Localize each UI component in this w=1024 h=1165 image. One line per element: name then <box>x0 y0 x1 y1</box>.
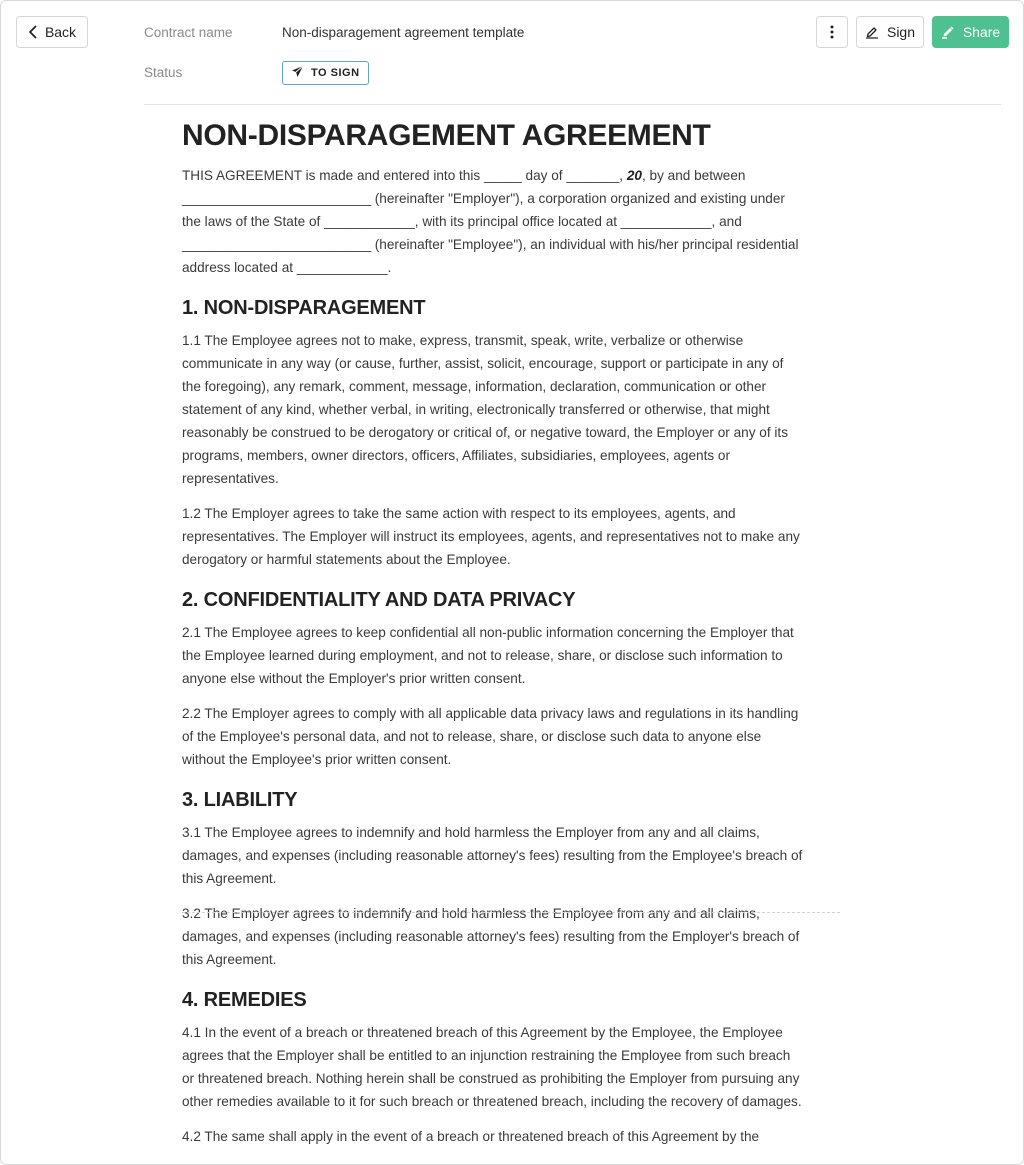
send-icon <box>291 65 304 81</box>
back-button[interactable] <box>16 16 88 48</box>
intro-text-before: THIS AGREEMENT is made and entered into this _____ day of _______, <box>182 168 624 183</box>
section-heading: 2. CONFIDENTIALITY AND DATA PRIVACY <box>182 589 576 611</box>
status-label: Status <box>144 65 183 80</box>
section-paragraph: 4.2 The same shall apply in the event of a breach or threatened breach of this Agreement by the <box>182 1129 760 1144</box>
back-label: Back <box>44 24 77 40</box>
more-options-button[interactable] <box>816 16 848 48</box>
status-badge <box>282 61 369 85</box>
more-vertical-icon <box>830 25 834 39</box>
header-divider <box>144 104 1001 105</box>
section-heading: 1. NON-DISPARAGEMENT <box>182 297 426 319</box>
intro-year: 20 <box>623 168 642 183</box>
contract-name-label: Contract name <box>144 25 233 40</box>
share-label: Share <box>962 24 1001 40</box>
section-paragraph: 2.1 The Employee agrees to keep confidential all non-public information concerning the Employer that the Employee learned during employment, and not to release, share, or disclose such information to anyone else without the Employer's prior written consent. <box>182 625 794 686</box>
share-button[interactable] <box>932 16 1009 48</box>
contract-name-value: Non-disparagement agreement template <box>282 25 525 40</box>
sign-button[interactable] <box>856 16 924 48</box>
section-paragraph: 4.1 In the event of a breach or threatened breach of this Agreement by the Employee, the Employee agrees that the Employer shall be entitled to an injunction restraining the Employee from such breach or threatened breach. Nothing herein shall be construed as prohibiting the Employer from pursuing any other remedies available to it for such breach or threatened breach, including the recovery of damages. <box>182 1025 802 1109</box>
section-heading: 4. REMEDIES <box>182 989 307 1011</box>
share-pen-icon <box>941 25 955 39</box>
section-paragraph: 3.1 The Employee agrees to indemnify and hold harmless the Employer from any and all claims, damages, and expenses (including reasonable attorney's fees) resulting from the Employee's breach of this Agreement. <box>182 825 803 886</box>
document-title: NON-DISPARAGEMENT AGREEMENT <box>182 119 711 152</box>
section-paragraph: 1.2 The Employer agrees to take the same action with respect to its employees, agents, and representatives. The Employer will instruct its employees, agents, and representatives not to make any derogatory or harmful statements about the Employee. <box>182 506 800 567</box>
document-body <box>182 116 804 1160</box>
pen-icon <box>865 25 879 39</box>
section-paragraph: 2.2 The Employer agrees to comply with all applicable data privacy laws and regulations in its handling of the Employee's personal data, and not to release, share, or disclose such data to anyone else without the Employee's prior written consent. <box>182 706 799 767</box>
page-break-line <box>182 912 840 913</box>
intro-paragraph <box>182 164 804 279</box>
chevron-left-icon <box>28 25 38 39</box>
section-paragraph: 3.2 The Employer agrees to indemnify and hold harmless the Employee from any and all claims, damages, and expenses (including reasonable attorney's fees) resulting from the Employer's breach of this Agreement. <box>182 906 800 967</box>
intro-text-after: , by and between _________________________ (hereinafter "Employer"), a corporation organized and existing under the laws of the State of ____________, with its principal office located at ____________, and _________________________ (hereinafter "Employee"), an individual with his/her principal residential address located at ____________. <box>182 168 799 275</box>
status-badge-label: TO SIGN <box>311 67 360 79</box>
sign-label: Sign <box>886 24 916 40</box>
section-heading: 3. LIABILITY <box>182 789 298 811</box>
section-paragraph: 1.1 The Employee agrees not to make, express, transmit, speak, write, verbalize or otherwise communicate in any way (or cause, further, assist, solicit, encourage, support or participate in any of the foregoing), any remark, comment, message, information, declaration, communication or other statement of any kind, whether verbal, in writing, electronically transferred or otherwise, that might reasonably be construed to be derogatory or critical of, or negative toward, the Employer or any of its programs, members, owner directors, officers, Affiliates, subsidiaries, employees, agents or representatives. <box>182 333 788 486</box>
